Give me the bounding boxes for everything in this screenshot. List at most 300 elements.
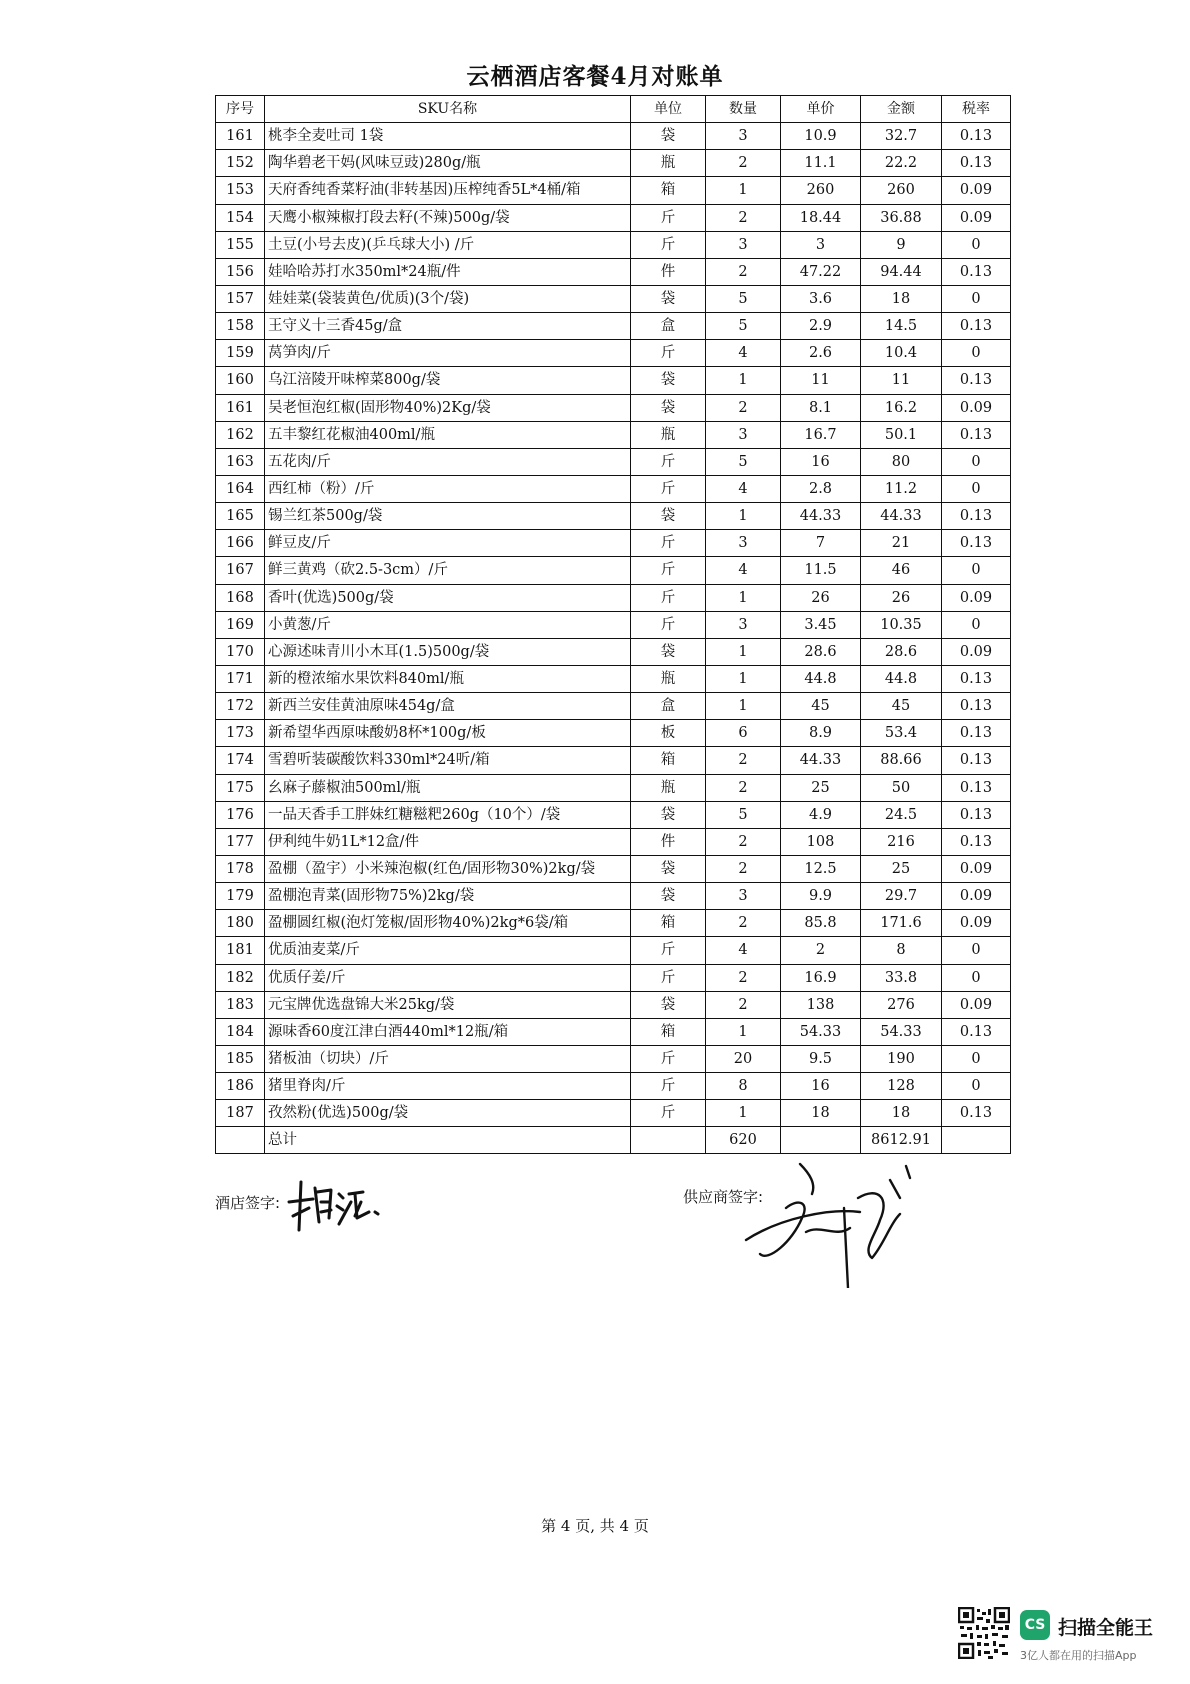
row-unit-price: 3.45 [781,611,861,638]
row-unit: 箱 [631,747,706,774]
row-sku-name: 五花肉/斤 [265,448,631,475]
row-unit: 瓶 [631,774,706,801]
row-amount: 54.33 [861,1018,942,1045]
row-index: 163 [216,448,265,475]
row-tax-rate: 0.13 [942,503,1011,530]
row-unit-price: 18 [781,1100,861,1127]
table-row [216,584,1011,611]
table-row [216,204,1011,231]
row-index: 165 [216,503,265,530]
row-tax-rate: 0.13 [942,530,1011,557]
row-tax-rate: 0 [942,285,1011,312]
row-unit-price: 3.6 [781,285,861,312]
row-sku-name: 莴笋肉/斤 [265,340,631,367]
row-unit-price: 2.9 [781,313,861,340]
row-amount: 33.8 [861,964,942,991]
row-amount: 18 [861,285,942,312]
row-amount: 22.2 [861,150,942,177]
row-sku-name: 锡兰红茶500g/袋 [265,503,631,530]
column-header-unit-price: 单价 [781,96,861,123]
table-row [216,448,1011,475]
row-quantity: 8 [706,1073,781,1100]
row-unit: 斤 [631,557,706,584]
row-index: 156 [216,258,265,285]
row-unit-price: 18.44 [781,204,861,231]
row-sku-name: 香叶(优选)500g/袋 [265,584,631,611]
row-sku-name: 五丰黎红花椒油400ml/瓶 [265,421,631,448]
row-unit: 斤 [631,964,706,991]
row-amount: 24.5 [861,801,942,828]
row-unit-price: 3 [781,231,861,258]
table-row [216,883,1011,910]
row-unit-price: 2.6 [781,340,861,367]
row-unit: 盒 [631,693,706,720]
row-quantity: 2 [706,855,781,882]
row-unit-price: 8.9 [781,720,861,747]
row-amount: 36.88 [861,204,942,231]
row-unit: 板 [631,720,706,747]
row-index: 159 [216,340,265,367]
table-row [216,801,1011,828]
row-tax-rate: 0.09 [942,638,1011,665]
row-tax-rate: 0.09 [942,883,1011,910]
row-tax-rate: 0.09 [942,204,1011,231]
hotel-signature-label: 酒店签字: [215,1194,281,1212]
row-unit-price: 16 [781,448,861,475]
row-unit: 瓶 [631,150,706,177]
row-sku-name: 吴老恒泡红椒(固形物40%)2Kg/袋 [265,394,631,421]
table-row [216,1073,1011,1100]
row-tax-rate: 0.09 [942,584,1011,611]
row-quantity: 1 [706,665,781,692]
scanner-app-name: 扫描全能王 [1058,1617,1154,1639]
row-sku-name: 新希望华西原味酸奶8杯*100g/板 [265,720,631,747]
table-row [216,394,1011,421]
row-unit-price: 44.33 [781,747,861,774]
row-unit-price: 8.1 [781,394,861,421]
row-unit-price: 9.5 [781,1045,861,1072]
total-quantity: 620 [706,1127,781,1154]
row-quantity: 2 [706,747,781,774]
row-index: 181 [216,937,265,964]
table-row [216,910,1011,937]
row-quantity: 3 [706,530,781,557]
row-amount: 44.8 [861,665,942,692]
row-index: 180 [216,910,265,937]
row-quantity: 3 [706,421,781,448]
row-unit: 斤 [631,530,706,557]
row-unit-price: 108 [781,828,861,855]
row-amount: 88.66 [861,747,942,774]
row-tax-rate: 0 [942,611,1011,638]
row-quantity: 2 [706,991,781,1018]
row-unit: 袋 [631,638,706,665]
total-price-empty [781,1127,861,1154]
row-unit: 件 [631,828,706,855]
row-quantity: 6 [706,720,781,747]
column-header-quantity: 数量 [706,96,781,123]
row-unit-price: 11.5 [781,557,861,584]
row-amount: 10.4 [861,340,942,367]
row-unit: 斤 [631,1045,706,1072]
row-unit: 箱 [631,177,706,204]
document-title: 云栖酒店客餐4月对账单 [466,63,724,90]
row-unit-price: 12.5 [781,855,861,882]
table-row [216,421,1011,448]
row-quantity: 1 [706,367,781,394]
row-unit-price: 11 [781,367,861,394]
row-unit: 袋 [631,285,706,312]
row-amount: 29.7 [861,883,942,910]
row-quantity: 1 [706,693,781,720]
column-header-tax-rate: 税率 [942,96,1011,123]
table-row [216,150,1011,177]
row-sku-name: 猪板油（切块）/斤 [265,1045,631,1072]
row-unit: 瓶 [631,665,706,692]
row-index: 162 [216,421,265,448]
row-index: 178 [216,855,265,882]
row-index: 182 [216,964,265,991]
row-sku-name: 乌江涪陵开味榨菜800g/袋 [265,367,631,394]
table-row [216,313,1011,340]
row-amount: 18 [861,1100,942,1127]
row-unit: 袋 [631,503,706,530]
row-index: 153 [216,177,265,204]
row-unit-price: 16 [781,1073,861,1100]
row-tax-rate: 0 [942,964,1011,991]
row-unit: 斤 [631,448,706,475]
row-sku-name: 鲜三黄鸡（砍2.5-3cm）/斤 [265,557,631,584]
row-unit: 斤 [631,611,706,638]
row-quantity: 5 [706,801,781,828]
row-unit-price: 9.9 [781,883,861,910]
row-quantity: 2 [706,394,781,421]
row-sku-name: 小黄葱/斤 [265,611,631,638]
row-sku-name: 元宝牌优选盘锦大米25kg/袋 [265,991,631,1018]
row-sku-name: 王守义十三香45g/盒 [265,313,631,340]
row-quantity: 1 [706,584,781,611]
row-quantity: 2 [706,204,781,231]
table-row [216,964,1011,991]
row-amount: 32.7 [861,123,942,150]
row-quantity: 2 [706,828,781,855]
row-unit-price: 16.9 [781,964,861,991]
row-unit: 袋 [631,394,706,421]
row-index: 161 [216,123,265,150]
row-sku-name: 盈棚圆红椒(泡灯笼椒/固形物40%)2kg*6袋/箱 [265,910,631,937]
table-row [216,991,1011,1018]
row-index: 184 [216,1018,265,1045]
row-index: 170 [216,638,265,665]
table-row [216,1100,1011,1127]
row-sku-name: 娃哈哈苏打水350ml*24瓶/件 [265,258,631,285]
total-empty-cell [216,1127,265,1154]
table-row [216,693,1011,720]
row-unit-price: 2 [781,937,861,964]
row-amount: 260 [861,177,942,204]
page-footer: 第 4 页, 共 4 页 [541,1517,649,1535]
row-index: 164 [216,475,265,502]
row-sku-name: 天府香纯香菜籽油(非转基因)压榨纯香5L*4桶/箱 [265,177,631,204]
table-row [216,177,1011,204]
row-index: 176 [216,801,265,828]
row-quantity: 20 [706,1045,781,1072]
row-sku-name: 盈棚（盈宇）小米辣泡椒(红色/固形物30%)2kg/袋 [265,855,631,882]
row-tax-rate: 0.13 [942,693,1011,720]
row-sku-name: 心源述味青川小木耳(1.5)500g/袋 [265,638,631,665]
column-header-sku-name: SKU名称 [265,96,631,123]
row-sku-name: 土豆(小号去皮)(乒乓球大小) /斤 [265,231,631,258]
row-tax-rate: 0.13 [942,774,1011,801]
reconciliation-table [215,95,1011,1154]
column-header-unit: 单位 [631,96,706,123]
row-sku-name: 幺麻子藤椒油500ml/瓶 [265,774,631,801]
row-tax-rate: 0.09 [942,991,1011,1018]
row-quantity: 1 [706,503,781,530]
row-sku-name: 源味香60度江津白酒440ml*12瓶/箱 [265,1018,631,1045]
row-tax-rate: 0.13 [942,1018,1011,1045]
row-sku-name: 伊利纯牛奶1L*12盒/件 [265,828,631,855]
row-unit-price: 4.9 [781,801,861,828]
row-index: 166 [216,530,265,557]
row-unit: 斤 [631,231,706,258]
row-amount: 46 [861,557,942,584]
total-unit-empty [631,1127,706,1154]
row-index: 187 [216,1100,265,1127]
row-quantity: 2 [706,258,781,285]
row-quantity: 2 [706,964,781,991]
row-quantity: 2 [706,150,781,177]
row-sku-name: 一品天香手工胖妹红糖糍粑260g（10个）/袋 [265,801,631,828]
row-quantity: 5 [706,285,781,312]
row-quantity: 4 [706,937,781,964]
row-tax-rate: 0.13 [942,258,1011,285]
row-sku-name: 猪里脊肉/斤 [265,1073,631,1100]
row-quantity: 1 [706,1100,781,1127]
row-amount: 44.33 [861,503,942,530]
row-quantity: 1 [706,1018,781,1045]
row-unit-price: 54.33 [781,1018,861,1045]
row-sku-name: 盈棚泡青菜(固形物75%)2kg/袋 [265,883,631,910]
row-tax-rate: 0.13 [942,828,1011,855]
row-tax-rate: 0.09 [942,177,1011,204]
row-amount: 16.2 [861,394,942,421]
row-amount: 80 [861,448,942,475]
row-quantity: 5 [706,313,781,340]
row-amount: 53.4 [861,720,942,747]
row-index: 161 [216,394,265,421]
table-row [216,557,1011,584]
row-unit-price: 44.8 [781,665,861,692]
row-index: 174 [216,747,265,774]
row-tax-rate: 0 [942,1045,1011,1072]
row-sku-name: 优质仔姜/斤 [265,964,631,991]
row-index: 155 [216,231,265,258]
supplier-signature-label: 供应商签字: [683,1188,764,1206]
row-sku-name: 天鹰小椒辣椒打段去籽(不辣)500g/袋 [265,204,631,231]
table-row [216,720,1011,747]
row-quantity: 3 [706,231,781,258]
row-tax-rate: 0.13 [942,1100,1011,1127]
row-sku-name: 孜然粉(优选)500g/袋 [265,1100,631,1127]
row-amount: 28.6 [861,638,942,665]
row-tax-rate: 0.09 [942,394,1011,421]
row-tax-rate: 0.13 [942,747,1011,774]
row-quantity: 1 [706,638,781,665]
table-row [216,855,1011,882]
row-unit-price: 45 [781,693,861,720]
row-unit-price: 85.8 [781,910,861,937]
table-row [216,665,1011,692]
table-header-row [216,96,1011,123]
row-tax-rate: 0 [942,340,1011,367]
row-unit: 斤 [631,204,706,231]
row-tax-rate: 0 [942,231,1011,258]
row-unit: 斤 [631,1073,706,1100]
row-amount: 50 [861,774,942,801]
row-unit: 箱 [631,910,706,937]
row-quantity: 3 [706,611,781,638]
table-body [216,123,1011,1127]
row-tax-rate: 0.13 [942,720,1011,747]
row-quantity: 1 [706,177,781,204]
row-tax-rate: 0.09 [942,855,1011,882]
hotel-signature [285,1172,385,1234]
row-unit: 袋 [631,855,706,882]
row-unit: 件 [631,258,706,285]
row-index: 186 [216,1073,265,1100]
row-sku-name: 西红柿（粉）/斤 [265,475,631,502]
row-amount: 50.1 [861,421,942,448]
camscanner-logo-icon: CS [1020,1610,1050,1640]
table-row [216,285,1011,312]
row-tax-rate: 0.13 [942,801,1011,828]
row-amount: 14.5 [861,313,942,340]
row-sku-name: 优质油麦菜/斤 [265,937,631,964]
row-unit: 袋 [631,883,706,910]
row-unit: 袋 [631,123,706,150]
row-index: 167 [216,557,265,584]
row-amount: 10.35 [861,611,942,638]
table-row [216,747,1011,774]
row-unit-price: 16.7 [781,421,861,448]
row-amount: 128 [861,1073,942,1100]
row-unit-price: 47.22 [781,258,861,285]
row-amount: 171.6 [861,910,942,937]
row-quantity: 4 [706,475,781,502]
row-tax-rate: 0.09 [942,910,1011,937]
row-sku-name: 雪碧听装碳酸饮料330ml*24听/箱 [265,747,631,774]
row-amount: 26 [861,584,942,611]
table-row [216,828,1011,855]
row-unit-price: 260 [781,177,861,204]
row-tax-rate: 0.13 [942,665,1011,692]
row-index: 172 [216,693,265,720]
row-index: 169 [216,611,265,638]
row-index: 157 [216,285,265,312]
row-quantity: 4 [706,557,781,584]
row-quantity: 2 [706,910,781,937]
row-quantity: 5 [706,448,781,475]
total-amount: 8612.91 [861,1127,942,1154]
row-sku-name: 桃李全麦吐司 1袋 [265,123,631,150]
row-amount: 45 [861,693,942,720]
table-row [216,231,1011,258]
row-unit: 瓶 [631,421,706,448]
row-unit-price: 26 [781,584,861,611]
row-tax-rate: 0 [942,937,1011,964]
row-tax-rate: 0.13 [942,367,1011,394]
table-row [216,503,1011,530]
row-amount: 190 [861,1045,942,1072]
row-index: 177 [216,828,265,855]
column-header-amount: 金额 [861,96,942,123]
row-unit: 斤 [631,340,706,367]
row-amount: 11 [861,367,942,394]
row-amount: 21 [861,530,942,557]
scanner-app-tagline: 3亿人都在用的扫描App [1020,1649,1137,1662]
row-amount: 216 [861,828,942,855]
row-quantity: 3 [706,883,781,910]
row-index: 154 [216,204,265,231]
row-index: 160 [216,367,265,394]
row-unit-price: 28.6 [781,638,861,665]
row-unit-price: 11.1 [781,150,861,177]
table-row [216,475,1011,502]
row-sku-name: 陶华碧老干妈(风味豆豉)280g/瓶 [265,150,631,177]
row-index: 179 [216,883,265,910]
row-tax-rate: 0.13 [942,421,1011,448]
row-tax-rate: 0 [942,1073,1011,1100]
row-unit-price: 10.9 [781,123,861,150]
row-index: 173 [216,720,265,747]
row-index: 158 [216,313,265,340]
row-unit: 斤 [631,475,706,502]
row-tax-rate: 0.13 [942,150,1011,177]
qr-code-icon [958,1607,1010,1659]
row-unit-price: 44.33 [781,503,861,530]
row-tax-rate: 0.13 [942,123,1011,150]
table-row [216,937,1011,964]
table-row [216,611,1011,638]
table-row [216,530,1011,557]
row-sku-name: 新西兰安佳黄油原味454g/盒 [265,693,631,720]
total-row [216,1127,1011,1154]
table-row [216,638,1011,665]
table-row [216,123,1011,150]
row-index: 168 [216,584,265,611]
row-amount: 8 [861,937,942,964]
table-row [216,1018,1011,1045]
table-row [216,774,1011,801]
row-tax-rate: 0 [942,557,1011,584]
row-unit: 盒 [631,313,706,340]
table-row [216,1045,1011,1072]
row-unit-price: 25 [781,774,861,801]
row-quantity: 2 [706,774,781,801]
row-index: 171 [216,665,265,692]
supplier-signature [740,1158,920,1288]
row-amount: 276 [861,991,942,1018]
row-unit: 袋 [631,367,706,394]
row-unit: 斤 [631,584,706,611]
column-header-index: 序号 [216,96,265,123]
row-quantity: 4 [706,340,781,367]
row-tax-rate: 0.13 [942,313,1011,340]
total-label: 总计 [265,1127,631,1154]
row-index: 183 [216,991,265,1018]
row-unit-price: 2.8 [781,475,861,502]
